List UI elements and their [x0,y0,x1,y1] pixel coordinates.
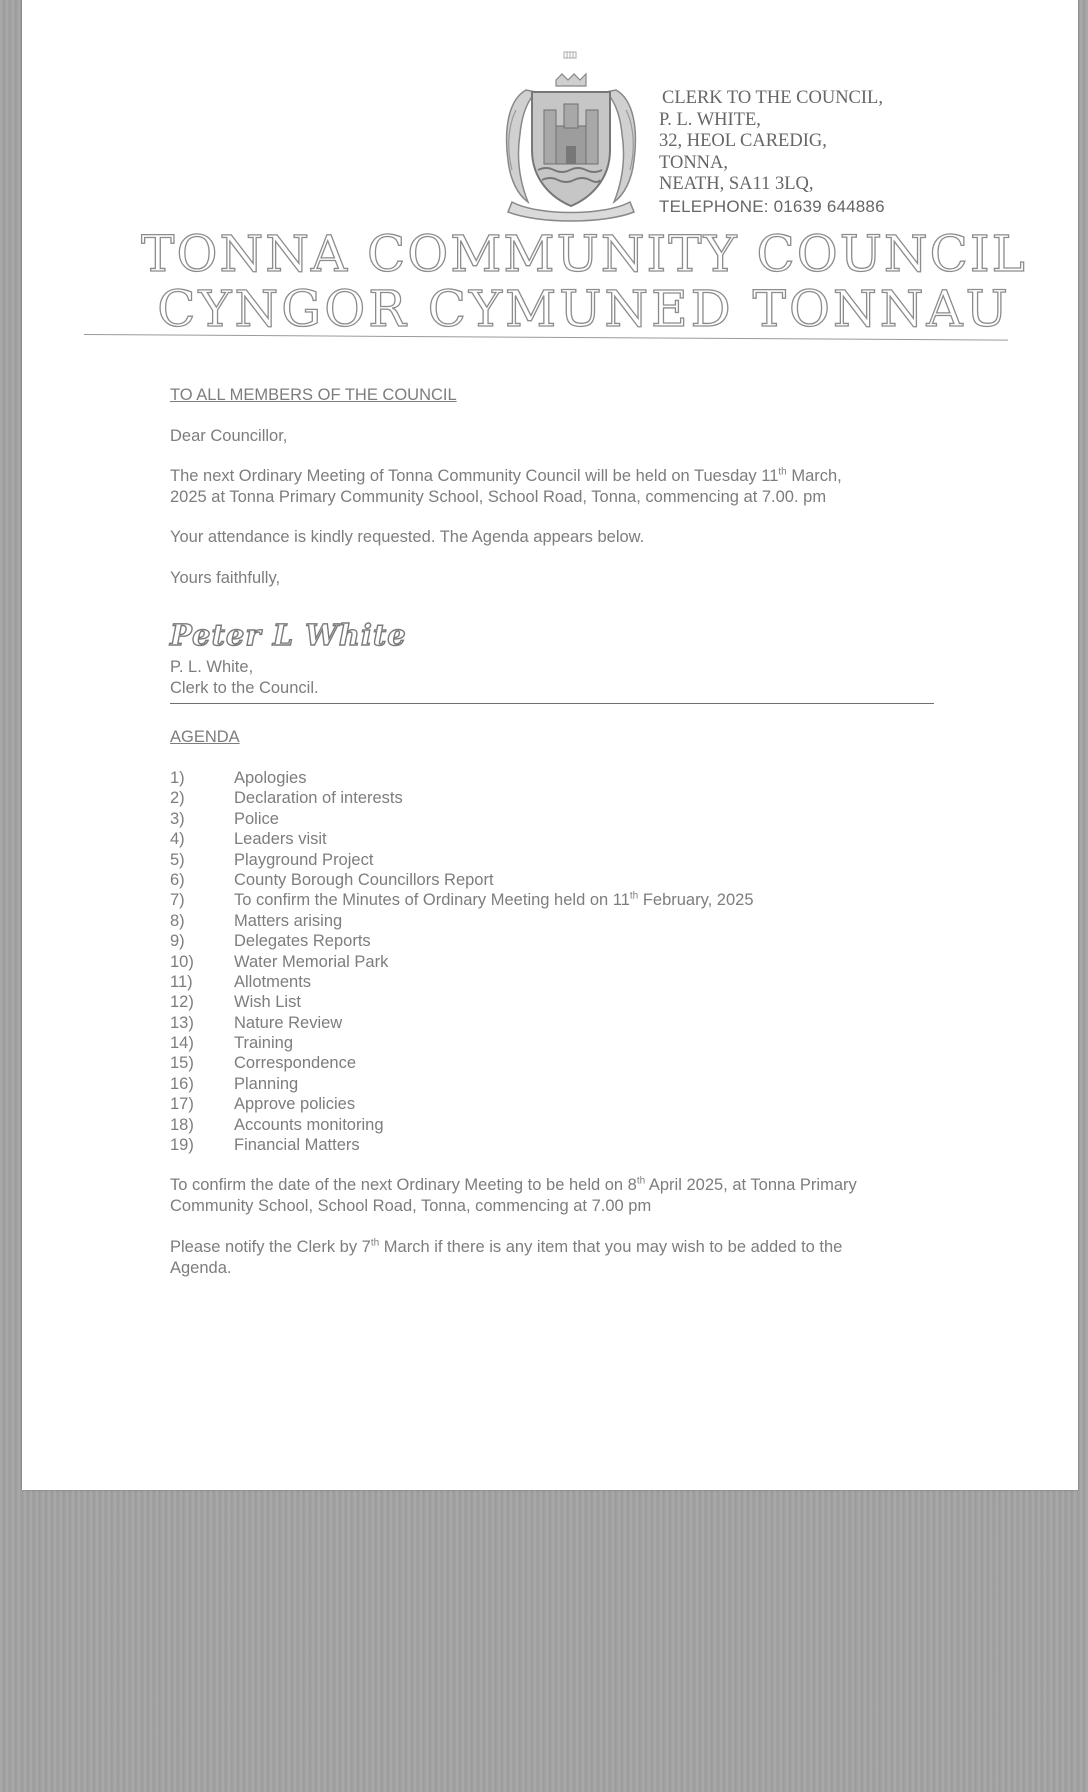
list-item [170,911,754,931]
agenda-number: 10) [170,952,194,971]
list-item [170,870,754,890]
list-item [170,1135,754,1155]
intro-paragraph [170,466,842,507]
attendance-line: Your attendance is kindly requested. The Agenda appears below. [170,528,645,546]
list-item [170,768,754,788]
list-item [170,972,754,992]
list-item [170,931,754,951]
salutation: Dear Councillor, [170,427,288,445]
agenda-number: 6) [170,870,185,889]
notify-paragraph [170,1237,842,1278]
next-meeting-text: Community School, School Road, Tonna, commencing at 7.00 pm [170,1196,652,1215]
list-item [170,952,754,972]
list-item [170,809,754,829]
address-line: 32, HEOL CAREDIG, [659,131,827,151]
clerk-address-block [659,88,885,217]
signer-name: P. L. White, [170,658,254,676]
agenda-number: 2) [170,789,185,808]
agenda-number: 1) [170,769,185,787]
agenda-item-text: County Borough Councillors Report [234,870,494,889]
agenda-number: 15) [170,1054,194,1073]
next-meeting-paragraph [170,1175,857,1216]
agenda-item-text: Planning [234,1074,299,1093]
agenda-item-text: To confirm the Minutes of Ordinary Meeting held on 11 [234,891,630,910]
list-item [170,1094,754,1114]
agenda-number: 11) [170,972,193,991]
agenda-number: 5) [170,850,185,869]
agenda-item-text: February, 2025 [638,891,754,910]
list-item [170,1033,754,1053]
council-crest-icon [498,70,644,222]
agenda-item-text: Financial Matters [234,1136,360,1155]
agenda-number: 9) [170,932,185,951]
list-item [170,829,754,849]
list-item [170,1013,754,1033]
crest-top-mark-icon [562,50,578,60]
notify-superscript: th [370,1237,380,1249]
agenda-item-text: Water Memorial Park [234,952,389,971]
list-item [170,1074,754,1094]
recipient-heading: TO ALL MEMBERS OF THE COUNCIL [170,386,457,404]
agenda-number: 3) [170,809,185,828]
agenda-item-text: Delegates Reports [234,932,371,951]
notify-text: Agenda. [170,1258,232,1277]
agenda-item-superscript: th [629,890,639,902]
agenda-number: 19) [170,1136,194,1155]
closing-line: Yours faithfully, [170,569,281,587]
agenda-item-text: Approve policies [234,1095,356,1114]
agenda-number: 8) [170,911,185,930]
notify-text: Please notify the Clerk by 7 [170,1238,371,1256]
agenda-item-text: Correspondence [234,1054,356,1073]
intro-text: The next Ordinary Meeting of Tonna Community Council will be held on Tuesday 11 [170,467,779,485]
next-meeting-text: April 2025, at Tonna Primary [645,1176,857,1194]
agenda-list [170,768,754,1155]
list-item [170,1115,754,1135]
agenda-heading: AGENDA [170,728,240,746]
council-name-english: TONNA COMMUNITY COUNCIL [141,225,1027,283]
intro-text: 2025 at Tonna Primary Community School, School Road, Tonna, commencing at 7.00. pm [170,487,827,506]
agenda-number: 16) [170,1074,194,1093]
agenda-number: 13) [170,1013,194,1032]
signature-divider [170,703,934,704]
signer-title: Clerk to the Council. [170,679,319,697]
agenda-item-text: Wish List [234,993,301,1012]
telephone-line: TELEPHONE: 01639 644886 [659,196,885,216]
next-meeting-text: To confirm the date of the next Ordinary Meeting to be held on 8 [170,1176,637,1194]
agenda-number: 7) [170,891,185,910]
agenda-number: 17) [170,1095,194,1114]
address-line: CLERK TO THE COUNCIL, [662,88,883,108]
agenda-item-text: Nature Review [234,1013,343,1032]
address-line: TONNA, [659,152,729,173]
intro-superscript: th [778,466,787,478]
agenda-item-text: Apologies [234,769,307,787]
council-name-welsh: CYNGOR CYMUNED TONNAU [157,280,1011,338]
agenda-item-text: Police [234,809,279,828]
agenda-number: 12) [170,993,194,1012]
address-line: P. L. WHITE, [659,109,761,130]
next-meeting-superscript: th [636,1175,646,1187]
signature: Peter L White [170,618,407,652]
agenda-item-text: Matters arising [234,911,343,930]
list-item [170,1053,754,1073]
address-line: NEATH, SA11 3LQ, [659,174,814,194]
agenda-item-text: Training [234,1034,293,1053]
agenda-number: 18) [170,1115,194,1134]
agenda-item-text: Leaders visit [234,830,327,849]
notify-text: March if there is any item that you may wish to be added to the [379,1238,843,1256]
agenda-item-text: Accounts monitoring [234,1115,384,1134]
agenda-number: 4) [170,830,185,849]
letter-page [22,0,1078,1490]
list-item [170,890,754,910]
agenda-number: 14) [170,1034,194,1053]
agenda-item-text: Declaration of interests [234,789,403,808]
intro-text: March, [786,467,842,485]
list-item [170,850,754,870]
agenda-item-text: Allotments [234,972,312,991]
agenda-item-text: Playground Project [234,850,374,869]
list-item [170,992,754,1012]
list-item [170,788,754,808]
